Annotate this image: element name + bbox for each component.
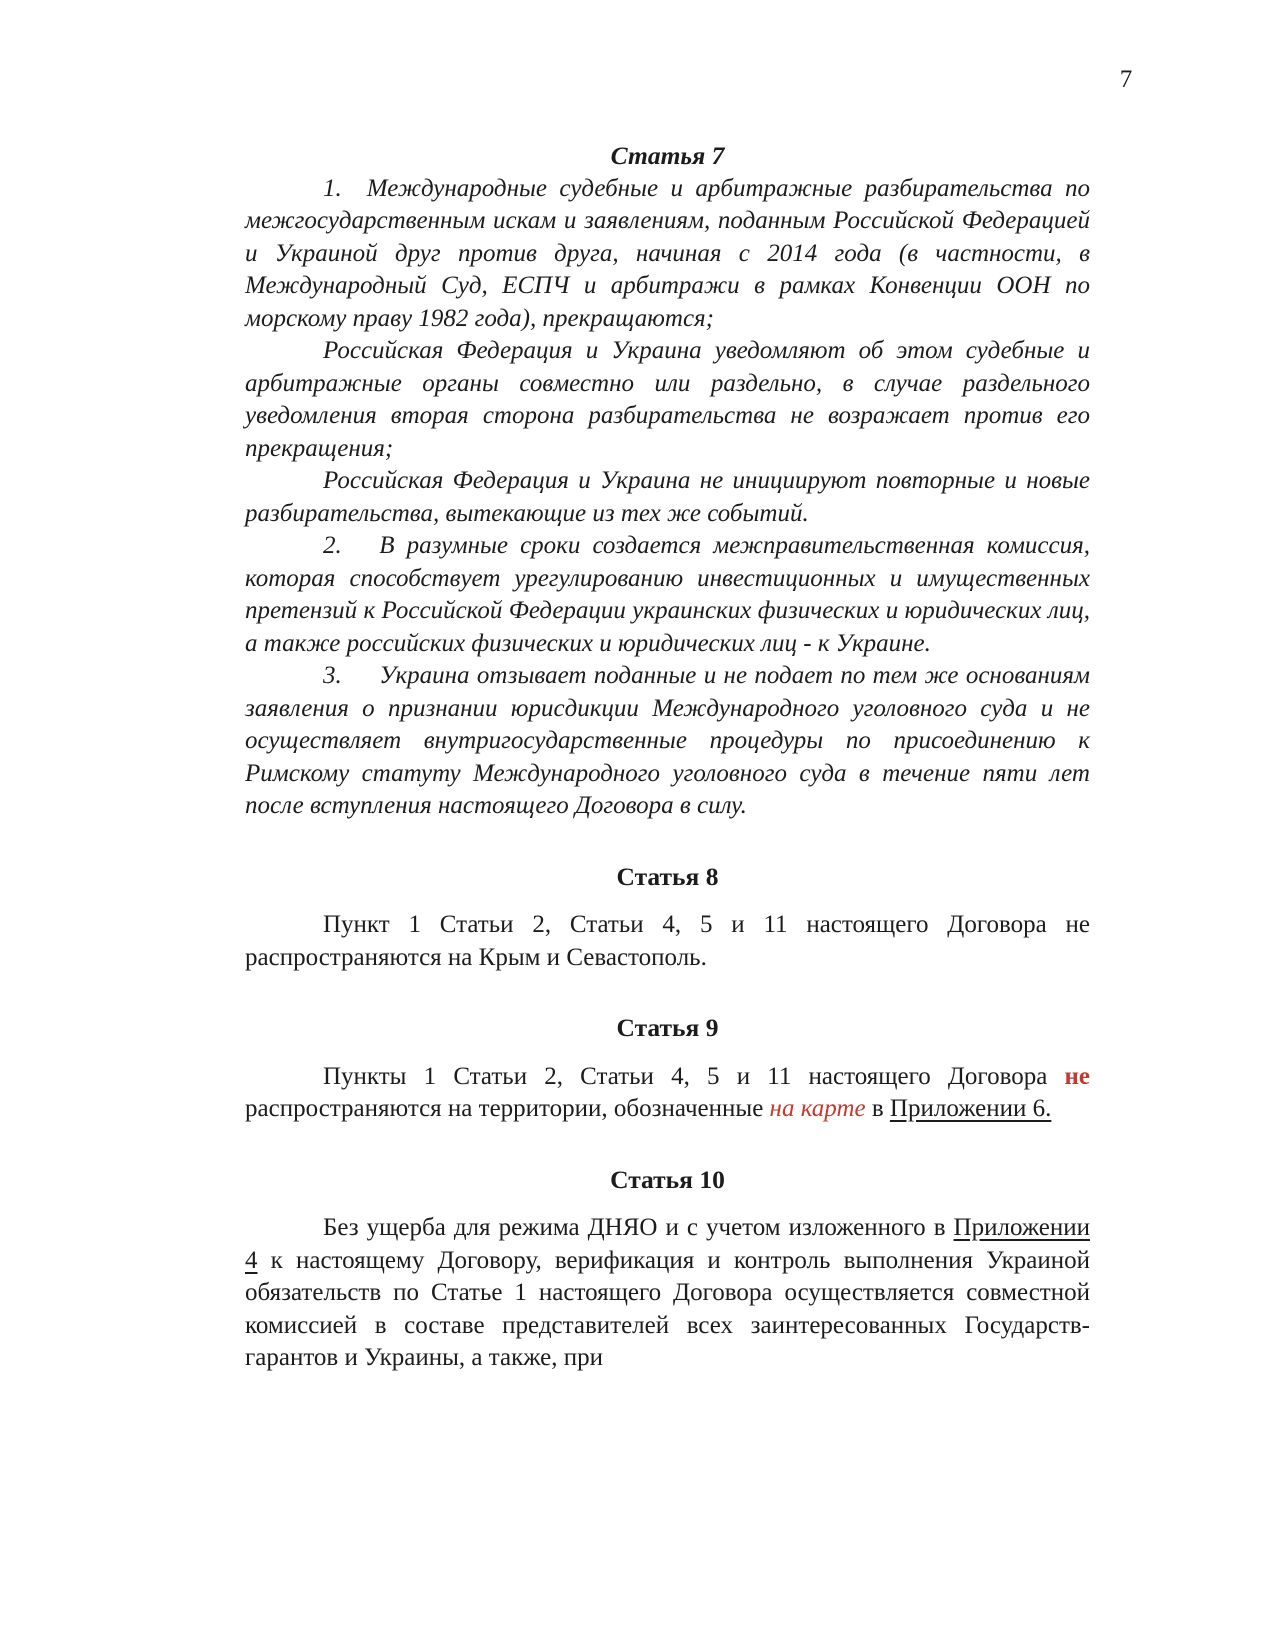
article7-heading: Статья 7 [610, 141, 725, 170]
page-number: 7 [1119, 66, 1133, 93]
article10-text-2: к настоящему Договору, верификация и контроль выполнения Украиной обязательств по Статье 1 настоящего Договора осуществляется совместной комиссией в составе представителей всех заинтересованных Государств-гарантов и Украины, а также, при [245, 1246, 1090, 1371]
article7-paragraph-1: 1. Международные судебные и арбитражные разбирательства по межгосударственным искам и заявлениям, поданным Российской Федерацией и Украиной друг против друга, начиная с 2014 года (в частности, в Международный Суд, ЕСПЧ и арбитражи в рамках Конвенции ООН по морскому праву 1982 года), прекращаются; [245, 174, 1090, 332]
article9-text-1: Пункты 1 Статьи 2, Статьи 4, 5 и 11 настоящего Договора [323, 1062, 1065, 1090]
article10-annex-4-reference: Приложении 4 [245, 1214, 1090, 1274]
article9-on-map-emphasis: на карте [769, 1095, 866, 1122]
article8-heading: Статья 8 [616, 861, 719, 891]
article9-not-emphasis: не [1064, 1062, 1090, 1090]
article10-paragraph [245, 1212, 1090, 1375]
document-content [245, 140, 1090, 1375]
article10-text-1: Без ущерба для режима ДНЯО и с учетом изложенного в [323, 1214, 954, 1241]
article9-heading: Статья 9 [616, 1013, 719, 1042]
article9-text-2: распространяются на территории, обозначенные [245, 1095, 770, 1122]
article8-paragraph: Пункт 1 Статьи 2, Статьи 4, 5 и 11 настоящего Договора не распространяются на Крым и Севастополь. [245, 911, 1090, 971]
article9-text-3: в [865, 1095, 890, 1122]
article7-paragraph-4: 2. В разумные сроки создается межправительственная комиссия, которая способствует урегулированию инвестиционных и имущественных претензий к Российской Федерации украинских физических и юридических лиц, а также российских физических и юридических лиц - к Украине. [245, 532, 1090, 657]
article7-paragraph-5: 3. Украина отзывает поданные и не подает по тем же основаниям заявления о признании юрисдикции Международного уголовного суда и не осуществляет внутригосударственные процедуры по присоединению к Римскому статуту Международного уголовного суда в течение пяти лет после вступления настоящего Договора в силу. [245, 662, 1090, 819]
article7-paragraph-3: Российская Федерация и Украина не инициируют повторные и новые разбирательства, вытекающие из тех же событий. [245, 467, 1090, 527]
article7-paragraph-2: Российская Федерация и Украина уведомляют об этом судебные и арбитражные органы совместно или раздельно, в случае раздельного уведомления вторая сторона разбирательства не возражает против его прекращения; [245, 337, 1090, 462]
article10-heading: Статья 10 [610, 1164, 725, 1194]
article9-paragraph [245, 1061, 1090, 1126]
article9-annex-6-reference: Приложении 6. [889, 1095, 1052, 1122]
